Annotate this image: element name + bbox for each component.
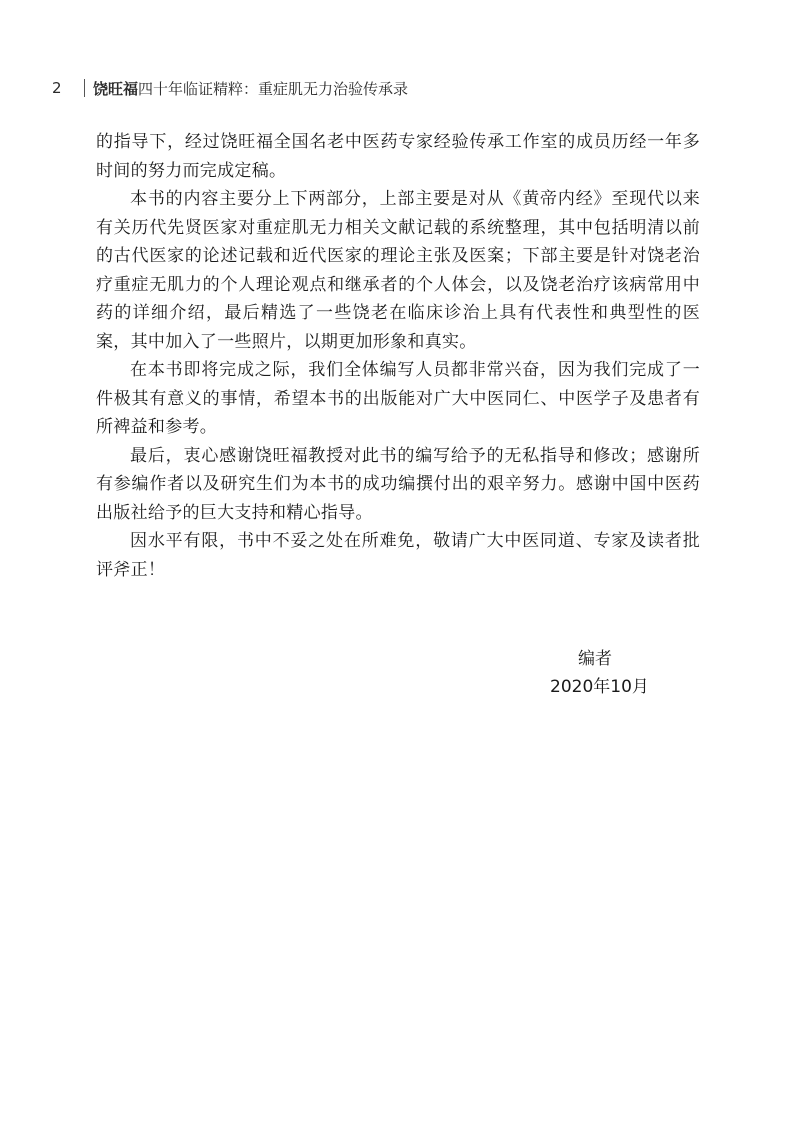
- paragraph-continued: 的指导下，经过饶旺福全国名老中医药专家经验传承工作室的成员历经一年多时间的努力而完成定稿。: [96, 132, 700, 181]
- signature-author: 编者: [578, 649, 612, 669]
- paragraph-content-overview: 本书的内容主要分上下两部分，上部主要是对从《黄帝内经》至现代以来有关历代先贤医家对重症肌无力相关文献记载的系统整理，其中包括明清以前的古代医家的论述记载和近代医家的理论主张及医案；下部主要是针对饶老治疗重症无肌力的个人理论观点和继承者的个人体会，以及饶老治疗该病常用中药的详细介绍，最后精选了一些饶老在临床诊治上具有代表性和典型性的医案，其中加入了一些照片，以期更加形象和真实。: [96, 189, 700, 352]
- book-title-author-name: 饶旺福: [93, 79, 139, 98]
- signature-date: 2020年10月: [550, 677, 649, 697]
- signature-block: [540, 645, 670, 701]
- book-title: 四十年临证精粹：重症肌无力治验传承录: [138, 79, 409, 98]
- header-divider: [84, 79, 85, 97]
- page-number: 2: [52, 79, 62, 97]
- preface-body: [96, 128, 700, 584]
- paragraph-disclaimer: 因水平有限，书中不妥之处在所难免，敬请广大中医同道、专家及读者批评斧正！: [96, 531, 700, 580]
- paragraph-acknowledgements: 最后，衷心感谢饶旺福教授对此书的编写给予的无私指导和修改；感谢所有参编作者以及研究生们为本书的成功编撰付出的艰辛努力。感谢中国中医药出版社给予的巨大支持和精心指导。: [96, 445, 700, 523]
- running-header: [52, 76, 408, 100]
- paragraph-completion: 在本书即将完成之际，我们全体编写人员都非常兴奋，因为我们完成了一件极其有意义的事情，希望本书的出版能对广大中医同仁、中医学子及患者有所裨益和参考。: [96, 360, 700, 437]
